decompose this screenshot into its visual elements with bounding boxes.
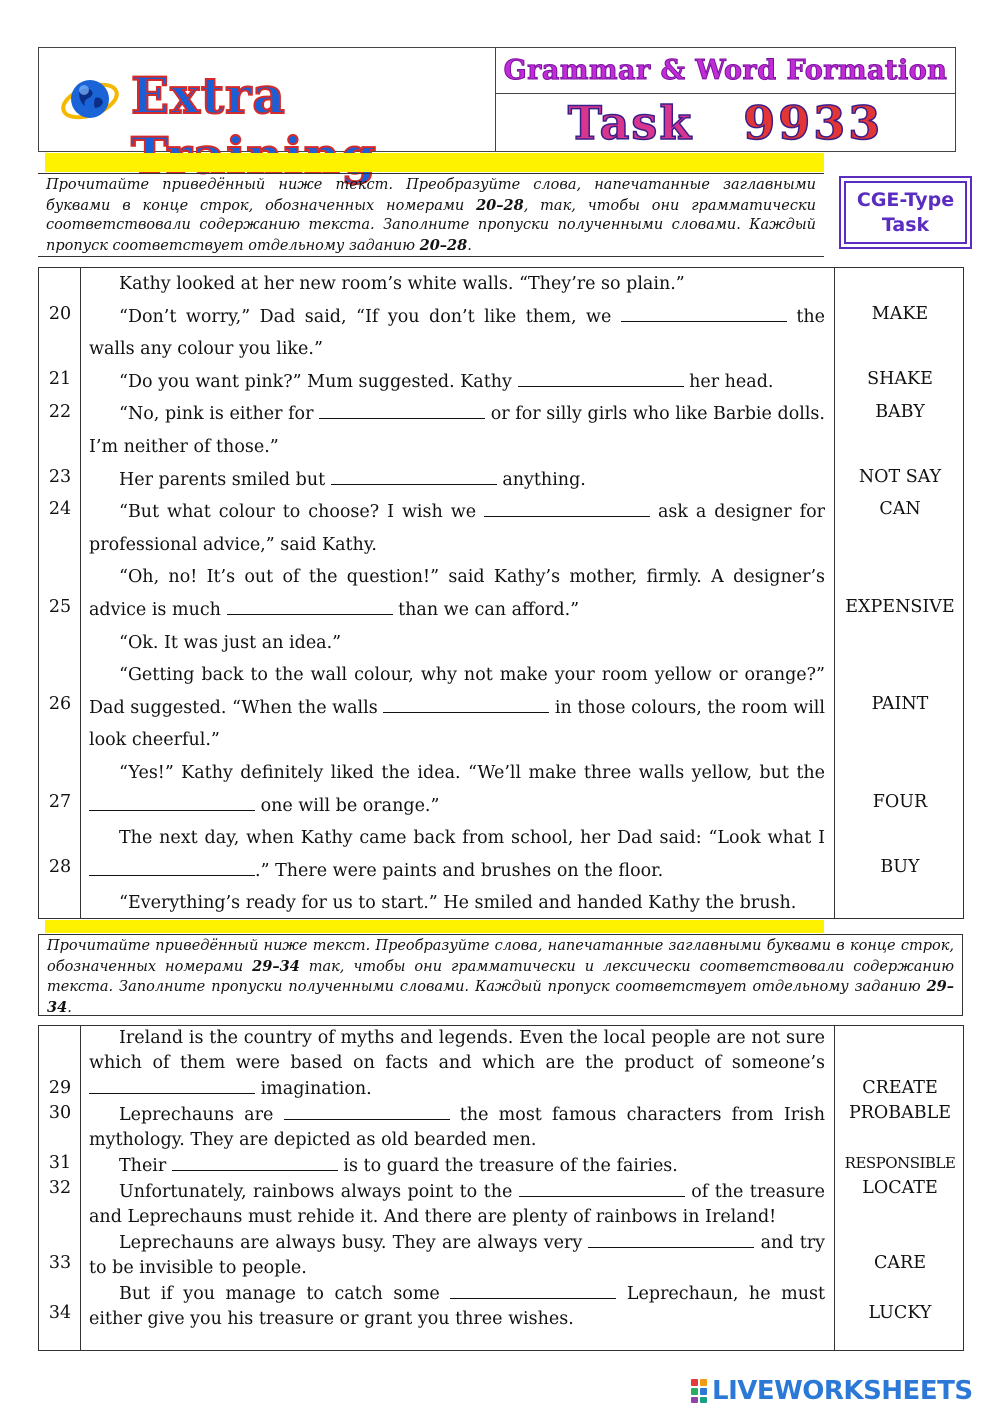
answer-blank-33[interactable] bbox=[588, 1230, 754, 1248]
source-word: FOUR bbox=[872, 792, 928, 812]
task-label: Task bbox=[567, 95, 694, 150]
header-brand-cell bbox=[39, 48, 496, 151]
answer-blank-22[interactable] bbox=[319, 401, 485, 419]
item-number: 29 bbox=[48, 1078, 72, 1098]
subtitle: Grammar & Word Formation bbox=[503, 55, 948, 86]
item-number: 22 bbox=[48, 402, 72, 422]
header-subtitle-cell bbox=[496, 48, 955, 94]
item-number: 28 bbox=[48, 857, 72, 877]
source-word: LOCATE bbox=[862, 1178, 938, 1198]
source-word: CAN bbox=[879, 499, 921, 519]
source-word: RESPONSIBLE bbox=[844, 1154, 956, 1172]
exercise-text-1 bbox=[89, 268, 825, 920]
header-task-cell bbox=[496, 94, 955, 151]
paragraph: “Everything’s ready for us to start.” He smiled and handed Kathy the brush. bbox=[119, 893, 797, 914]
item-number: 23 bbox=[48, 467, 72, 487]
task-number: 9933 bbox=[743, 95, 884, 150]
answer-blank-21[interactable] bbox=[518, 369, 684, 387]
source-word: LUCKY bbox=[868, 1303, 932, 1323]
source-word: EXPENSIVE bbox=[845, 597, 955, 617]
header bbox=[38, 47, 956, 152]
item-number: 21 bbox=[48, 369, 72, 389]
source-word: BABY bbox=[875, 402, 925, 422]
source-word: SHAKE bbox=[867, 369, 933, 389]
brand-title: Extra bbox=[131, 66, 286, 125]
paragraph: “Getting back to the wall colour, why not make your room yellow or orange?” Dad suggested. “When the walls in those colours, the room will look cheerful.” bbox=[89, 665, 825, 751]
paragraph: Her parents smiled but anything. bbox=[89, 464, 825, 497]
yellow-divider bbox=[45, 153, 824, 172]
answer-blank-26[interactable] bbox=[383, 695, 549, 713]
paragraph: Kathy looked at her new room’s white walls. “They’re so plain.” bbox=[119, 274, 685, 294]
exercise-text-2 bbox=[89, 1026, 825, 1332]
answer-blank-32[interactable] bbox=[519, 1179, 685, 1197]
item-number: 25 bbox=[48, 597, 72, 617]
paragraph: “Don’t worry,” Dad said, “If you don’t like them, we the walls any colour you like.” bbox=[89, 301, 825, 366]
liveworksheets-text: LIVEWORKSHEETS bbox=[712, 1376, 973, 1406]
paragraph: “No, pink is either for or for silly girls who like Barbie dolls. I’m neither of those.” bbox=[89, 398, 825, 463]
item-number: 24 bbox=[48, 499, 72, 519]
cge-type-badge: CGE-Type Task bbox=[839, 176, 972, 249]
exercise-table-1 bbox=[38, 267, 964, 919]
instructions-block-1: Прочитайте приведённый ниже текст. Преобразуйте слова, напечатанные заглавными буквами в конце строк, обозначенных номерами 20–28, так, чтобы они грамматически соответствовали содержанию текста. Заполните пропуски полученными словами. Каждый пропуск соответствует отдельному заданию 20–28. bbox=[38, 173, 824, 257]
item-number: 27 bbox=[48, 792, 72, 812]
paragraph: But if you manage to catch some Leprechaun, he must either give you his treasure or grant you three wishes. bbox=[89, 1281, 825, 1332]
item-number: 31 bbox=[48, 1153, 72, 1173]
source-word: CARE bbox=[874, 1253, 926, 1273]
item-number: 26 bbox=[48, 694, 72, 714]
paragraph: “Oh, no! It’s out of the question!” said Kathy’s mother, firmly. A designer’s advice is much than we can afford.” bbox=[89, 567, 825, 620]
answer-blank-30[interactable] bbox=[284, 1102, 450, 1120]
answer-blank-23[interactable] bbox=[331, 467, 497, 485]
paragraph: Leprechauns are always busy. They are always very and try to be invisible to people. bbox=[89, 1230, 825, 1281]
globe-icon bbox=[59, 68, 121, 130]
liveworksheets-logo[interactable] bbox=[690, 1376, 973, 1406]
paragraph: Unfortunately, rainbows always point to the of the treasure and Leprechauns must rehide it. And there are plenty of rainbows in Ireland! bbox=[89, 1179, 825, 1230]
paragraph: “But what colour to choose? I wish we ask a designer for professional advice,” said Kathy. bbox=[89, 496, 825, 561]
instructions-block-2: Прочитайте приведённый ниже текст. Преобразуйте слова, напечатанные заглавными буквами в конце строк, обозначенных номерами 29–34 так, чтобы они грамматически и лексически соответствовали содержанию текста. Заполните пропуски полученными словами. Каждый пропуск соответствует отдельному заданию 29–34. bbox=[38, 934, 963, 1016]
answer-blank-20[interactable] bbox=[621, 304, 787, 322]
paragraph: “Do you want pink?” Mum suggested. Kathy her head. bbox=[89, 366, 825, 399]
answer-blank-34[interactable] bbox=[450, 1281, 616, 1299]
item-number: 32 bbox=[48, 1178, 72, 1198]
source-word: PAINT bbox=[871, 694, 929, 714]
liveworksheets-icon bbox=[690, 1378, 708, 1404]
item-number: 20 bbox=[48, 304, 72, 324]
paragraph: The next day, when Kathy came back from school, her Dad said: “Look what I .” There were paints and brushes on the floor. bbox=[89, 822, 825, 887]
paragraph: “Ok. It was just an idea.” bbox=[119, 632, 342, 653]
paragraph: Their is to guard the treasure of the fairies. bbox=[89, 1153, 825, 1179]
source-word: NOT SAY bbox=[858, 467, 942, 487]
paragraph: Leprechauns are the most famous characters from Irish mythology. They are depicted as old bearded men. bbox=[89, 1102, 825, 1153]
paragraph: Ireland is the country of myths and legends. Even the local people are not sure which of them were based on facts and which are the product of someone’s imagination. bbox=[89, 1028, 825, 1099]
answer-blank-27[interactable] bbox=[89, 793, 255, 811]
yellow-divider bbox=[45, 920, 824, 933]
answer-blank-29[interactable] bbox=[89, 1076, 255, 1094]
paragraph: “Yes!” Kathy definitely liked the idea. “We’ll make three walls yellow, but the one will be orange.” bbox=[89, 757, 825, 822]
source-word: BUY bbox=[880, 857, 920, 877]
item-number: 34 bbox=[48, 1303, 72, 1323]
item-number: 30 bbox=[48, 1103, 72, 1123]
exercise-table-2 bbox=[38, 1025, 964, 1351]
answer-blank-31[interactable] bbox=[172, 1153, 338, 1171]
item-number: 33 bbox=[48, 1253, 72, 1273]
answer-blank-28[interactable] bbox=[89, 858, 255, 876]
answer-blank-24[interactable] bbox=[484, 499, 650, 517]
source-word: CREATE bbox=[862, 1078, 938, 1098]
source-word: PROBABLE bbox=[848, 1103, 952, 1123]
source-word: MAKE bbox=[871, 304, 929, 324]
answer-blank-25[interactable] bbox=[227, 597, 393, 615]
